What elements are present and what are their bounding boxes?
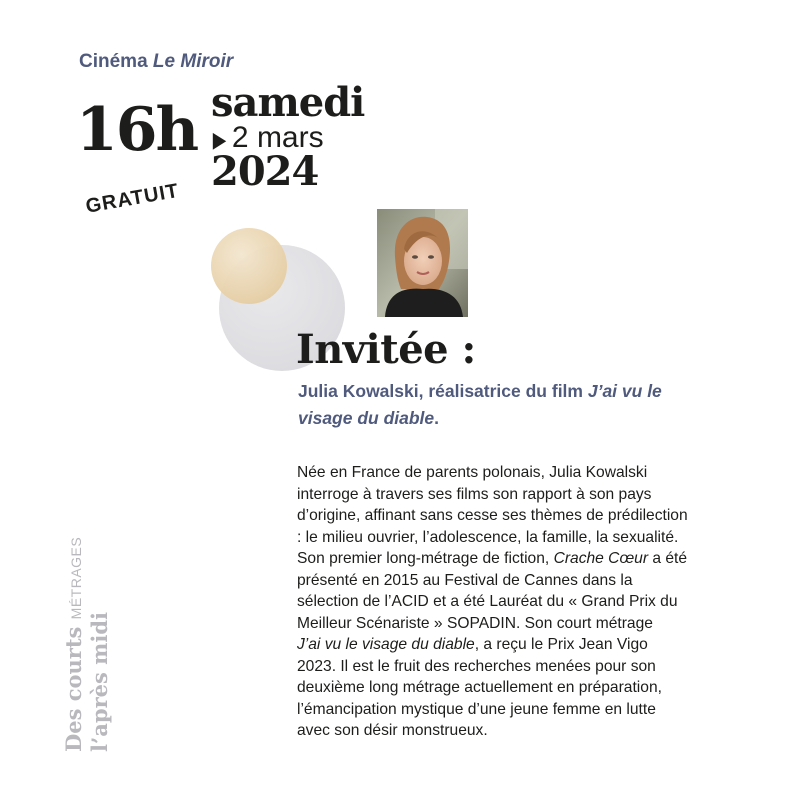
series-title [62, 537, 112, 752]
cinema-title: Le Miroir [152, 51, 234, 72]
event-hour: 16h [76, 95, 198, 165]
portrait-image [377, 209, 468, 317]
event-year: 2024 [211, 148, 319, 195]
triangle-icon: ▶ [212, 127, 227, 152]
bio-part-3: , a reçu le Prix Jean Vigo 2023. Il est le fruit des recherches menées pour son deuxième long métrage actuellement en préparation, l’émancipation mystique d’une jeune femme en lutte avec son désir monstrueux. [297, 636, 662, 739]
decorative-gold-circle [211, 228, 287, 304]
guest-portrait [377, 209, 468, 317]
event-date-text: 2 mars [231, 121, 324, 154]
bio-part-1: Née en France de parents polonais, Julia Kowalski interroge à travers ses films son rapport à son pays d’origine, affinant sans cesse ses thèmes de prédilection : le milieu ouvrier, l’adolescence, la famille, la sexualité. Son premier long-métrage de fiction, [297, 464, 688, 567]
subtitle-film-title: J’ai vu le visage du diable [298, 381, 662, 428]
guest-bio [297, 462, 689, 742]
cinema-name [79, 51, 233, 73]
series-line-2: l’après midi [87, 612, 112, 752]
bio-part-2: a été présenté en 2015 au Festival de Cannes dans la sélection de l’ACID et a été Lauréat du « Grand Prix du Meilleur Scénariste » SOPADIN. Son court métrage [297, 550, 688, 632]
series-line-1-b: MÉTRAGES [68, 536, 84, 620]
guest-heading: Invitée : [296, 326, 476, 373]
guest-subtitle [298, 378, 678, 432]
series-line-1 [62, 537, 88, 752]
cinema-prefix: Cinéma [79, 51, 148, 72]
series-line-1-a: Des courts [61, 626, 86, 752]
event-day: samedi [211, 79, 365, 126]
bio-film-2: J’ai vu le visage du diable [297, 636, 475, 653]
subtitle-suffix: . [434, 408, 440, 428]
bio-film-1: Crache Cœur [553, 550, 649, 567]
price-badge: GRATUIT [84, 179, 181, 218]
subtitle-prefix: Julia Kowalski, réalisatrice du film [298, 381, 583, 401]
